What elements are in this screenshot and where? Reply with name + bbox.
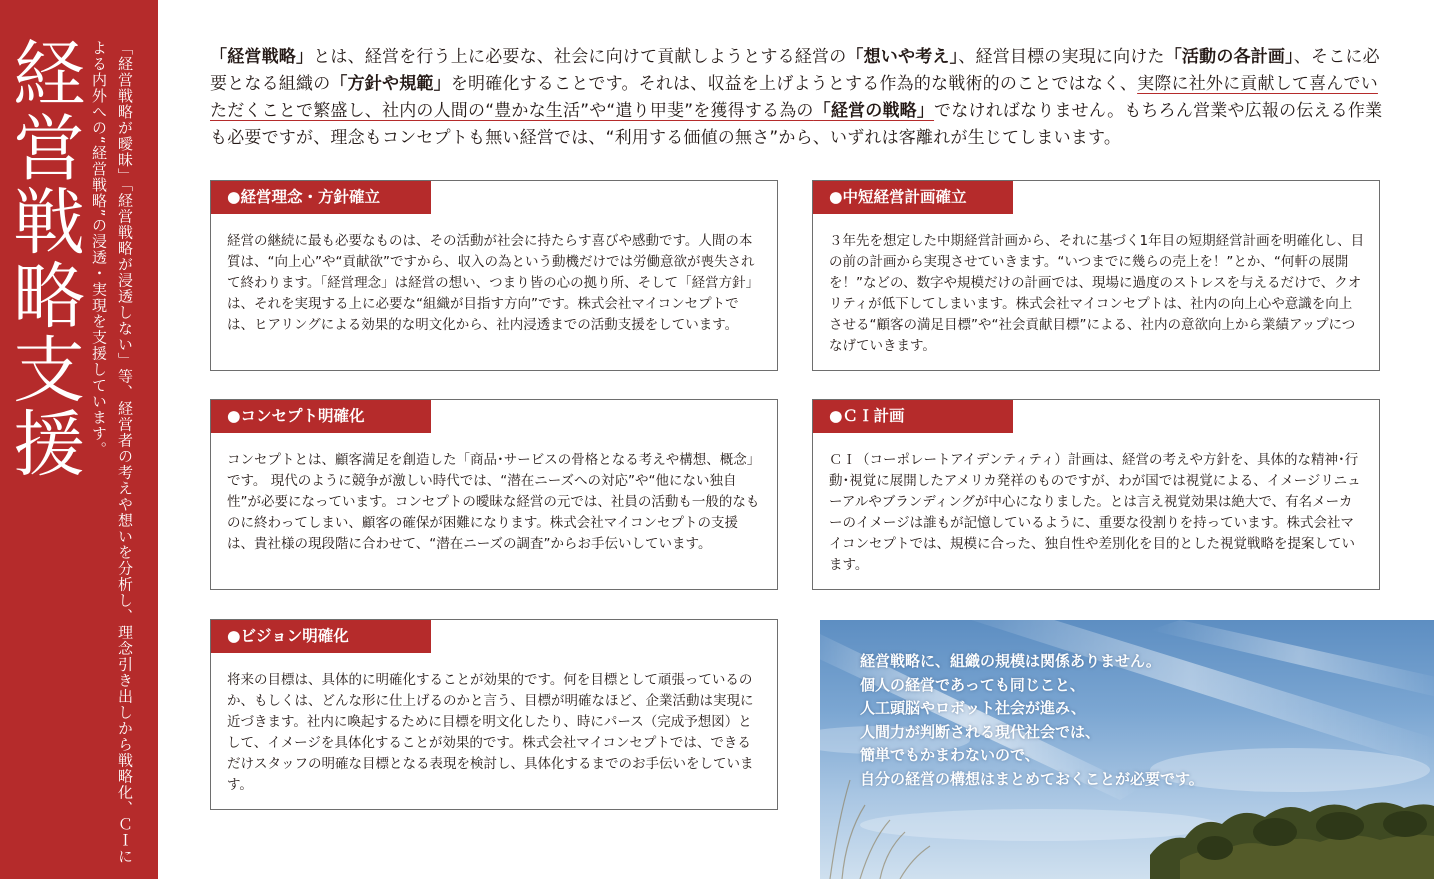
card-body: 将来の目標は、具体的に明確化することが効果的です。何を目標として頑張っているのか、もしくは、どんな形に仕上げるのかと言う、目標が明確なほど、企業活動は実現に近づきます。社内に喚起するために目標を明文化したり、時にパース（完成予想図）として、イメージを具体化することが効果的です。株式会社マイコンセプトでは、できるだけスタッフの明確な目標となる表現を検討し、具体化するまでのお手伝いをしています。 xyxy=(227,672,754,793)
intro-text: でなければなりません。もちろん営業や広報の伝える作業も必要ですが、理念もコンセプトも無い経営では、“利用する価値の無さ”から、いずれは客離れが生じてしまいます。 xyxy=(210,101,1383,148)
card-title: ●ビジョン明確化 xyxy=(211,620,431,653)
photo-message-line: 個人の経営であっても同じこと、 xyxy=(860,675,1085,694)
card-mid-short-plan xyxy=(812,180,1380,371)
photo-message-line: 人工頭脳やロボット社会が進み、 xyxy=(860,699,1086,717)
intro-emphasis: 「経営の戦略」 xyxy=(813,101,935,121)
photo-message-line: 経営戦略に、組織の規模は関係ありません。 xyxy=(860,652,1161,670)
photo-message-line: 簡単でもかまわないので、 xyxy=(860,746,1040,764)
photo-message-line: 自分の経営の構想はまとめておくことが必要です。 xyxy=(860,769,1204,788)
intro-underlined-text: 実際に社外に貢献して喜んでいただくことで繁盛し、社内の人間の“豊かな生活”や“遣り甲斐”を獲得する為の xyxy=(210,74,1378,121)
intro-text: を明確化することです。それは、収益を上げようとする作為的な戦術的のことではなく、 xyxy=(450,74,1138,94)
card-title: ●中短経営計画確立 xyxy=(813,181,1013,214)
intro-emphasis: 「方針や規範」 xyxy=(330,74,451,94)
card-body: ＣＩ（コーポレートアイデンティティ）計画は、経営の考えや方針を、具体的な精神･行動･視覚に展開したアメリカ発祥のものですが、わが国では視覚による、イメージリニューアルやブランディングが中心になりました。とは言え視覚効果は絶大で、有名メーカーのイメージは誰もが記憶しているように、重要な役割りを持っています。株式会社マイコンセプトでは、規模に合った、独自性や差別化を目的とした視覚戦略を提案しています。 xyxy=(829,452,1361,573)
sidebar xyxy=(0,0,158,879)
photo-message xyxy=(860,650,1420,791)
card-ci-plan xyxy=(812,399,1380,590)
intro-paragraph xyxy=(210,44,1385,152)
intro-text: 、そこに必要となる組織の xyxy=(210,47,1380,94)
card-title: ●コンセプト明確化 xyxy=(211,400,431,433)
card-title: ●ＣＩ計画 xyxy=(813,400,1013,433)
intro-emphasis: 「活動の各計画」 xyxy=(1164,47,1294,67)
card-body: コンセプトとは、顧客満足を創造した「商品･サービスの骨格となる考えや構想、概念」です。 現代のように競争が激しい時代では、“潜在ニーズへの対応”や“他にない独自性”が必要になっています。コンセプトの曖昧な経営の元では、社員の活動も一般的なものに終わってしまい、顧客の確保が困難になります。株式会社マイコンセプトの支援は、貴社様の現段階に合わせて、“潜在ニーズの調査”からお手伝いしています。 xyxy=(227,452,761,552)
intro-emphasis: 「想いや考え」 xyxy=(846,47,959,67)
photo-message-line: 人間力が判断される現代社会では、 xyxy=(860,722,1101,741)
page-title: 経営戦略支援 xyxy=(1,36,85,480)
card-vision xyxy=(210,619,778,810)
sidebar-description: 「経営戦略が曖昧」「経営戦略が浸透しない」等、経営者の考えや想いを分析し、理念引き出しから戦略化、ＣＩによる内外への“経営戦略”の浸透・実現を支援しています。 xyxy=(90,40,134,865)
intro-text: とは、経営を行う上に必要な、社会に向けて貢献しようとする経営の xyxy=(313,47,847,67)
intro-emphasis: 「経営戦略」 xyxy=(210,47,314,67)
card-body: ３年先を想定した中期経営計画から、それに基づく1年目の短期経営計画を明確化し、目の前の計画から実現させていきます。“いつまでに幾らの売上を！”とか、“何軒の展開を！”などの、数字や規模だけの計画では、現場に過度のストレスを与えるだけで、クオリティが低下してしまいます。株式会社マイコンセプトは、社内の向上心や意識を向上させる“顧客の満足目標”や“社会貢献目標”による、社内の意欲向上から業績アップにつなげていきます。 xyxy=(829,233,1365,354)
card-title: ●経営理念・方針確立 xyxy=(211,181,431,214)
card-concept xyxy=(210,399,778,590)
sky-photo xyxy=(820,620,1434,879)
card-management-philosophy xyxy=(210,180,778,371)
card-body: 経営の継続に最も必要なものは、その活動が社会に持たらす喜びや感動です。人間の本質は、“向上心”や“貢献欲”ですから、収入の為という動機だけでは労働意欲が喪失されて終わります。「経営理念」は経営の想い、つまり皆の心の拠り所、そして「経営方針」は、それを実現する上に必要な“組織が目指す方向”です。株式会社マイコンセプトでは、ヒアリングによる効果的な明文化から、社内浸透までの活動支援をしています。 xyxy=(227,233,760,333)
intro-text: 、経営目標の実現に向けた xyxy=(958,47,1165,67)
